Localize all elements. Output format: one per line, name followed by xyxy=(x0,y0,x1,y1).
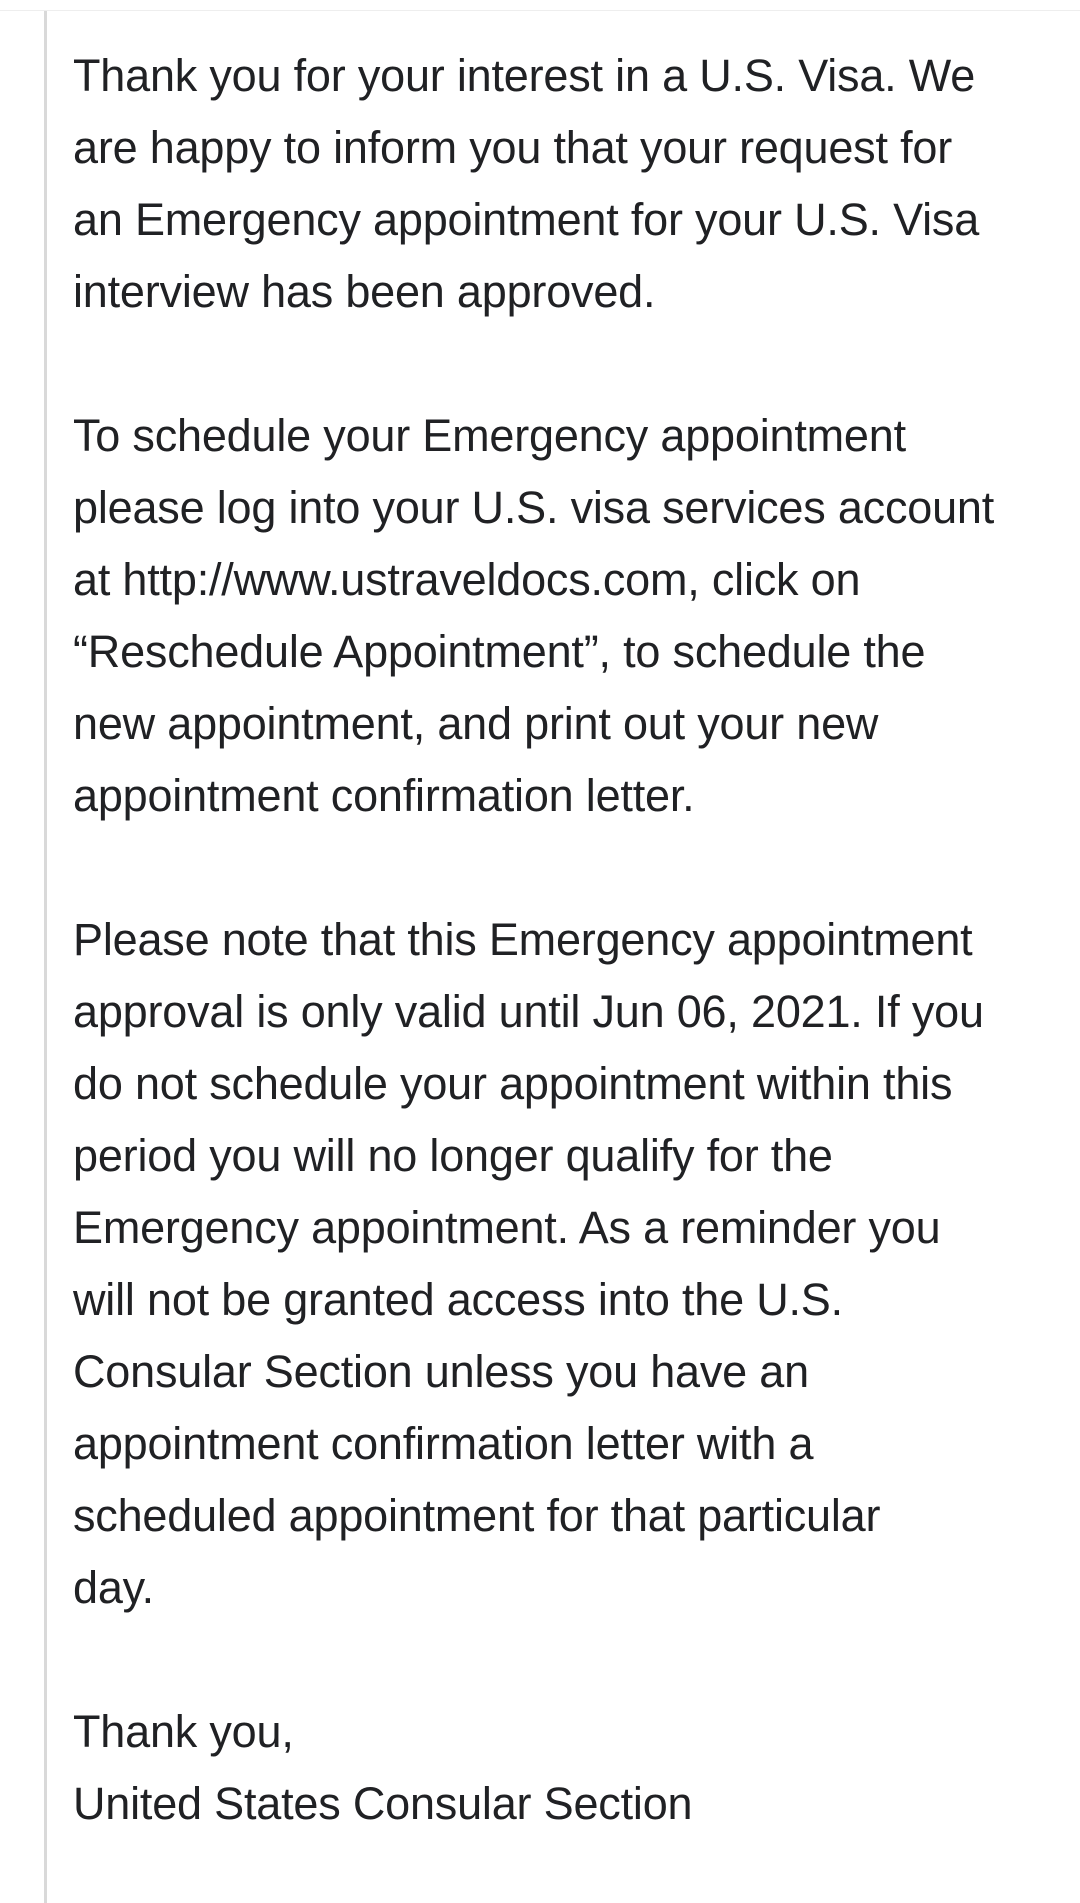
text-line: appointment confirmation letter with a xyxy=(73,1418,814,1469)
signature-closing: Thank you, xyxy=(73,1706,294,1757)
text-line: at http://www.ustraveldocs.com, click on xyxy=(73,554,861,605)
paragraph-approval xyxy=(73,40,1068,328)
text-line: “Reschedule Appointment”, to schedule the xyxy=(73,626,926,677)
text-line: Consular Section unless you have an xyxy=(73,1346,809,1397)
text-line: Emergency appointment. As a reminder you xyxy=(73,1202,941,1253)
text-line: scheduled appointment for that particular xyxy=(73,1490,881,1541)
paragraph-validity-note xyxy=(73,904,1068,1624)
text-line: do not schedule your appointment within this xyxy=(73,1058,953,1109)
text-line: approval is only valid until Jun 06, 2021. If you xyxy=(73,986,984,1037)
text-line: will not be granted access into the U.S. xyxy=(73,1274,843,1325)
paragraph-instructions xyxy=(73,400,1068,832)
text-line: are happy to inform you that your request for xyxy=(73,122,952,173)
quoted-message-bar xyxy=(44,11,47,1903)
email-signature xyxy=(73,1696,1068,1840)
text-line: period you will no longer qualify for the xyxy=(73,1130,833,1181)
text-line: an Emergency appointment for your U.S. Visa xyxy=(73,194,980,245)
signature-sender: United States Consular Section xyxy=(73,1778,693,1829)
text-line: Thank you for your interest in a U.S. Visa. We xyxy=(73,50,976,101)
text-line: day. xyxy=(73,1562,154,1613)
text-line: Please note that this Emergency appointment xyxy=(73,914,973,965)
text-line: To schedule your Emergency appointment xyxy=(73,410,906,461)
text-line: please log into your U.S. visa services account xyxy=(73,482,995,533)
header-divider xyxy=(0,10,1080,11)
text-line: new appointment, and print out your new xyxy=(73,698,879,749)
text-line: interview has been approved. xyxy=(73,266,656,317)
email-body xyxy=(73,40,1068,1840)
text-line: appointment confirmation letter. xyxy=(73,770,695,821)
